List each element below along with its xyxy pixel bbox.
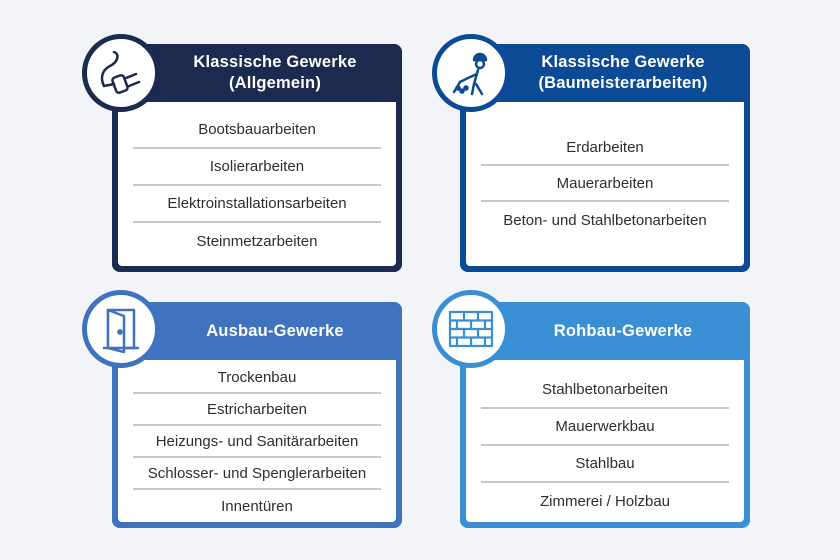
trade-list xyxy=(481,130,729,238)
list-item: Innentüren xyxy=(221,497,293,515)
card-title: Ausbau-Gewerke xyxy=(206,321,344,340)
card-list-panel xyxy=(466,360,744,522)
card-list-panel xyxy=(118,360,396,522)
trade-list xyxy=(481,372,729,520)
list-item: Estricharbeiten xyxy=(133,394,381,426)
brick-wall-icon-badge xyxy=(432,290,510,368)
brick-wall-icon xyxy=(446,304,496,354)
list-item: Bootsbauarbeiten xyxy=(133,112,381,149)
list-item: Heizungs- und Sanitärarbeiten xyxy=(133,426,381,458)
card-title-line1: Klassische Gewerke xyxy=(193,53,357,71)
door-icon-badge xyxy=(82,290,160,368)
list-item: Elektroinstallationsarbeiten xyxy=(133,186,381,223)
construction-worker-icon xyxy=(446,48,496,98)
list-item: Mauerwerkbau xyxy=(481,409,729,446)
list-item: Schlosser- und Spenglerarbeiten xyxy=(133,458,381,490)
card-title-line2: (Allgemein) xyxy=(228,74,322,92)
list-item: Steinmetzarbeiten xyxy=(196,233,318,250)
card-body xyxy=(112,360,402,528)
trade-list xyxy=(133,362,381,522)
card-body xyxy=(112,102,402,272)
card-list-panel xyxy=(466,102,744,266)
door-icon xyxy=(96,304,146,354)
construction-worker-icon-badge xyxy=(432,34,510,112)
list-item: Isolierarbeiten xyxy=(133,149,381,186)
card-title: Rohbau-Gewerke xyxy=(553,321,693,340)
card-list-panel xyxy=(118,102,396,266)
card-body xyxy=(460,360,750,528)
card-title-line1: Klassische Gewerke xyxy=(541,53,705,71)
list-item: Stahlbetonarbeiten xyxy=(481,372,729,409)
trade-list xyxy=(133,112,381,260)
list-item: Zimmerei / Holzbau xyxy=(539,493,671,510)
list-item: Mauerarbeiten xyxy=(481,166,729,202)
list-item: Stahlbau xyxy=(481,446,729,483)
list-item: Trockenbau xyxy=(133,362,381,394)
card-body xyxy=(460,102,750,272)
list-item: Erdarbeiten xyxy=(481,130,729,166)
list-item: Beton- und Stahlbetonarbeiten xyxy=(503,211,707,229)
card-title-line2: (Baumeisterarbeiten) xyxy=(538,74,708,92)
plug-icon xyxy=(96,48,146,98)
plug-icon-badge xyxy=(82,34,160,112)
